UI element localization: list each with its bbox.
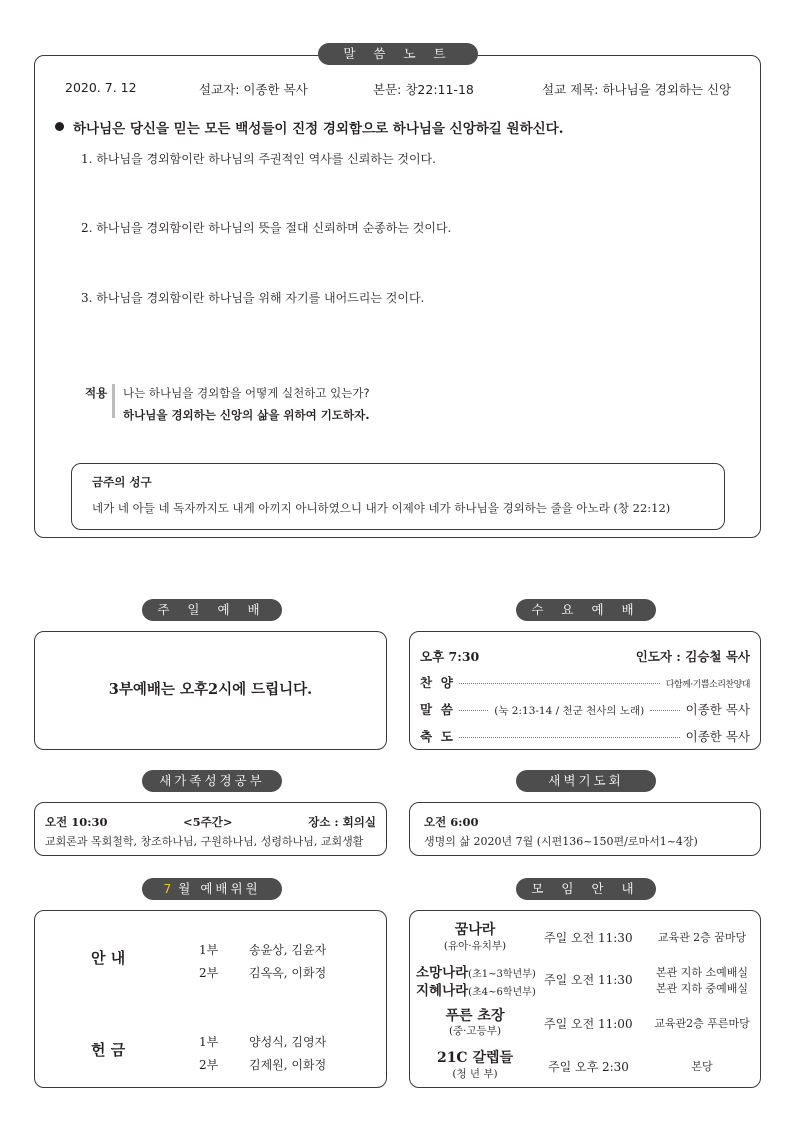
meeting-sub: (중·고등부) — [448, 1025, 502, 1037]
committee-part: 2부 — [199, 966, 219, 980]
row-value: 이종한 목사 — [685, 729, 750, 744]
family-study-time: 오전 10:30 — [45, 815, 108, 829]
family-study-box — [34, 802, 387, 856]
committee-names: 김제원, 이화정 — [249, 1058, 327, 1072]
meeting-name-text: 소망나라 — [416, 965, 469, 981]
wednesday-time: 오후 7:30 — [420, 649, 480, 664]
sermon-preacher: 설교자: 이종한 목사 — [199, 82, 308, 97]
meeting-place: 본관 지하 중예배실 — [655, 982, 748, 995]
sermon-text: 본문: 창22:11-18 — [373, 82, 474, 97]
point-1: 1. 하나님을 경외함이란 하나님의 주권적인 역사를 신뢰하는 것이다. — [81, 152, 436, 166]
dawn-prayer-title: 새벽기도회 — [516, 770, 656, 792]
row-value: 다함께·기쁨소리찬양대 — [665, 680, 750, 690]
family-study-title: 새가족성경공부 — [142, 770, 282, 792]
committee-names: 송윤상, 김윤자 — [249, 943, 327, 957]
wednesday-row-sermon — [420, 700, 750, 718]
wednesday-service-title: 수 요 예 배 — [516, 599, 656, 621]
wednesday-leader: 인도자 : 김승철 목사 — [635, 649, 750, 664]
row-label: 찬 양 — [420, 675, 453, 690]
meeting-name — [416, 979, 536, 999]
meeting-sub: (유아·유치부) — [443, 940, 507, 952]
sunday-service-title: 주 일 예 배 — [142, 599, 282, 621]
row-value: 이종한 목사 — [685, 702, 750, 717]
dotted-leader — [459, 710, 488, 711]
bullet-icon — [55, 122, 64, 131]
meeting-time: 주일 오후 2:30 — [548, 1060, 629, 1074]
meetings-box — [409, 910, 761, 1088]
sermon-note-box — [34, 55, 761, 538]
row-middle: (눅 2:13-14 / 천군 천사의 노래) — [494, 705, 645, 717]
dawn-prayer-time: 오전 6:00 — [424, 815, 479, 829]
committee-names: 양성식, 김영자 — [249, 1035, 327, 1049]
meeting-time: 주일 오전 11:30 — [544, 931, 633, 945]
sermon-date: 2020. 7. 12 — [65, 80, 137, 95]
weekly-verse-box — [71, 463, 725, 530]
meeting-name: 꿈나라 — [454, 922, 496, 938]
committee-part: 1부 — [199, 943, 219, 957]
sunday-message: 3부예배는 오후2시에 드립니다. — [108, 681, 313, 698]
verse-text: 네가 네 아들 네 독자까지도 내게 아끼지 아니하였으니 내가 이제야 네가 하나님을 경외하는 줄을 아노라 (창 22:12) — [92, 501, 671, 515]
wednesday-service-box — [409, 631, 761, 750]
meeting-name — [416, 961, 536, 981]
verse-title: 금주의 성구 — [92, 475, 152, 489]
committee-group-label: 헌 금 — [91, 1041, 126, 1059]
apply-line-1: 나는 하나님을 경외함을 어떻게 실천하고 있는가? — [123, 386, 370, 400]
dawn-prayer-box — [409, 802, 761, 856]
dotted-leader — [459, 683, 660, 684]
sermon-note-title: 말 씀 노 트 — [318, 43, 478, 65]
apply-divider — [112, 384, 115, 418]
point-2: 2. 하나님을 경외함이란 하나님의 뜻을 절대 신뢰하며 순종하는 것이다. — [81, 221, 452, 235]
row-label: 말 씀 — [420, 702, 453, 717]
committee-part: 1부 — [199, 1035, 219, 1049]
main-point: 하나님은 당신을 믿는 모든 백성들이 진정 경외함으로 하나님을 신앙하길 원하신다. — [73, 121, 564, 137]
meeting-sub: (청 년 부) — [452, 1068, 498, 1080]
row-label: 축 도 — [420, 729, 453, 744]
meeting-name: 21C 갈렙들 — [436, 1050, 514, 1066]
committee-title — [142, 878, 282, 900]
meeting-place: 교육관2층 푸른마당 — [654, 1017, 750, 1030]
family-study-topics: 교회론과 목회철학, 창조하나님, 구원하나님, 성령하나님, 교회생활 — [45, 835, 364, 848]
committee-names: 김옥옥, 이화정 — [249, 966, 327, 980]
point-3: 3. 하나님을 경외함이란 하나님을 위해 자기를 내어드리는 것이다. — [81, 291, 425, 305]
apply-label: 적용 — [85, 386, 108, 400]
meetings-title: 모 임 안 내 — [516, 878, 656, 900]
meeting-time: 주일 오전 11:30 — [544, 973, 633, 987]
dotted-leader — [459, 737, 680, 738]
family-study-place: 장소 : 회의실 — [308, 815, 376, 829]
meeting-name-sub: (초1~3학년부) — [468, 969, 536, 980]
sermon-title: 설교 제목: 하나님을 경외하는 신앙 — [542, 82, 732, 97]
meeting-place: 본당 — [691, 1060, 713, 1073]
meeting-place: 교육관 2층 꿈마당 — [657, 931, 747, 944]
dotted-leader — [650, 710, 679, 711]
dawn-prayer-desc: 생명의 삶 2020년 7월 (시편136~150편/로마서1~4장) — [424, 835, 698, 848]
committee-title-text: 월 예배위원 — [178, 881, 261, 896]
month-number: 7 — [163, 881, 172, 896]
meeting-time: 주일 오전 11:00 — [544, 1017, 633, 1031]
wednesday-row-benediction — [420, 727, 750, 745]
wednesday-row-praise — [420, 673, 750, 691]
family-study-weeks: <5주간> — [183, 815, 233, 829]
meeting-name: 푸른 초장 — [445, 1008, 505, 1024]
apply-line-2: 하나님을 경외하는 신앙의 삶을 위하여 기도하자. — [123, 408, 370, 422]
meeting-place: 본관 지하 소예배실 — [655, 966, 748, 979]
sunday-service-box — [34, 631, 387, 750]
committee-group-label: 안 내 — [91, 949, 126, 967]
meeting-name-text: 지혜나라 — [416, 983, 469, 999]
committee-part: 2부 — [199, 1058, 219, 1072]
committee-box — [34, 910, 387, 1088]
meeting-name-sub: (초4~6학년부) — [468, 987, 536, 998]
